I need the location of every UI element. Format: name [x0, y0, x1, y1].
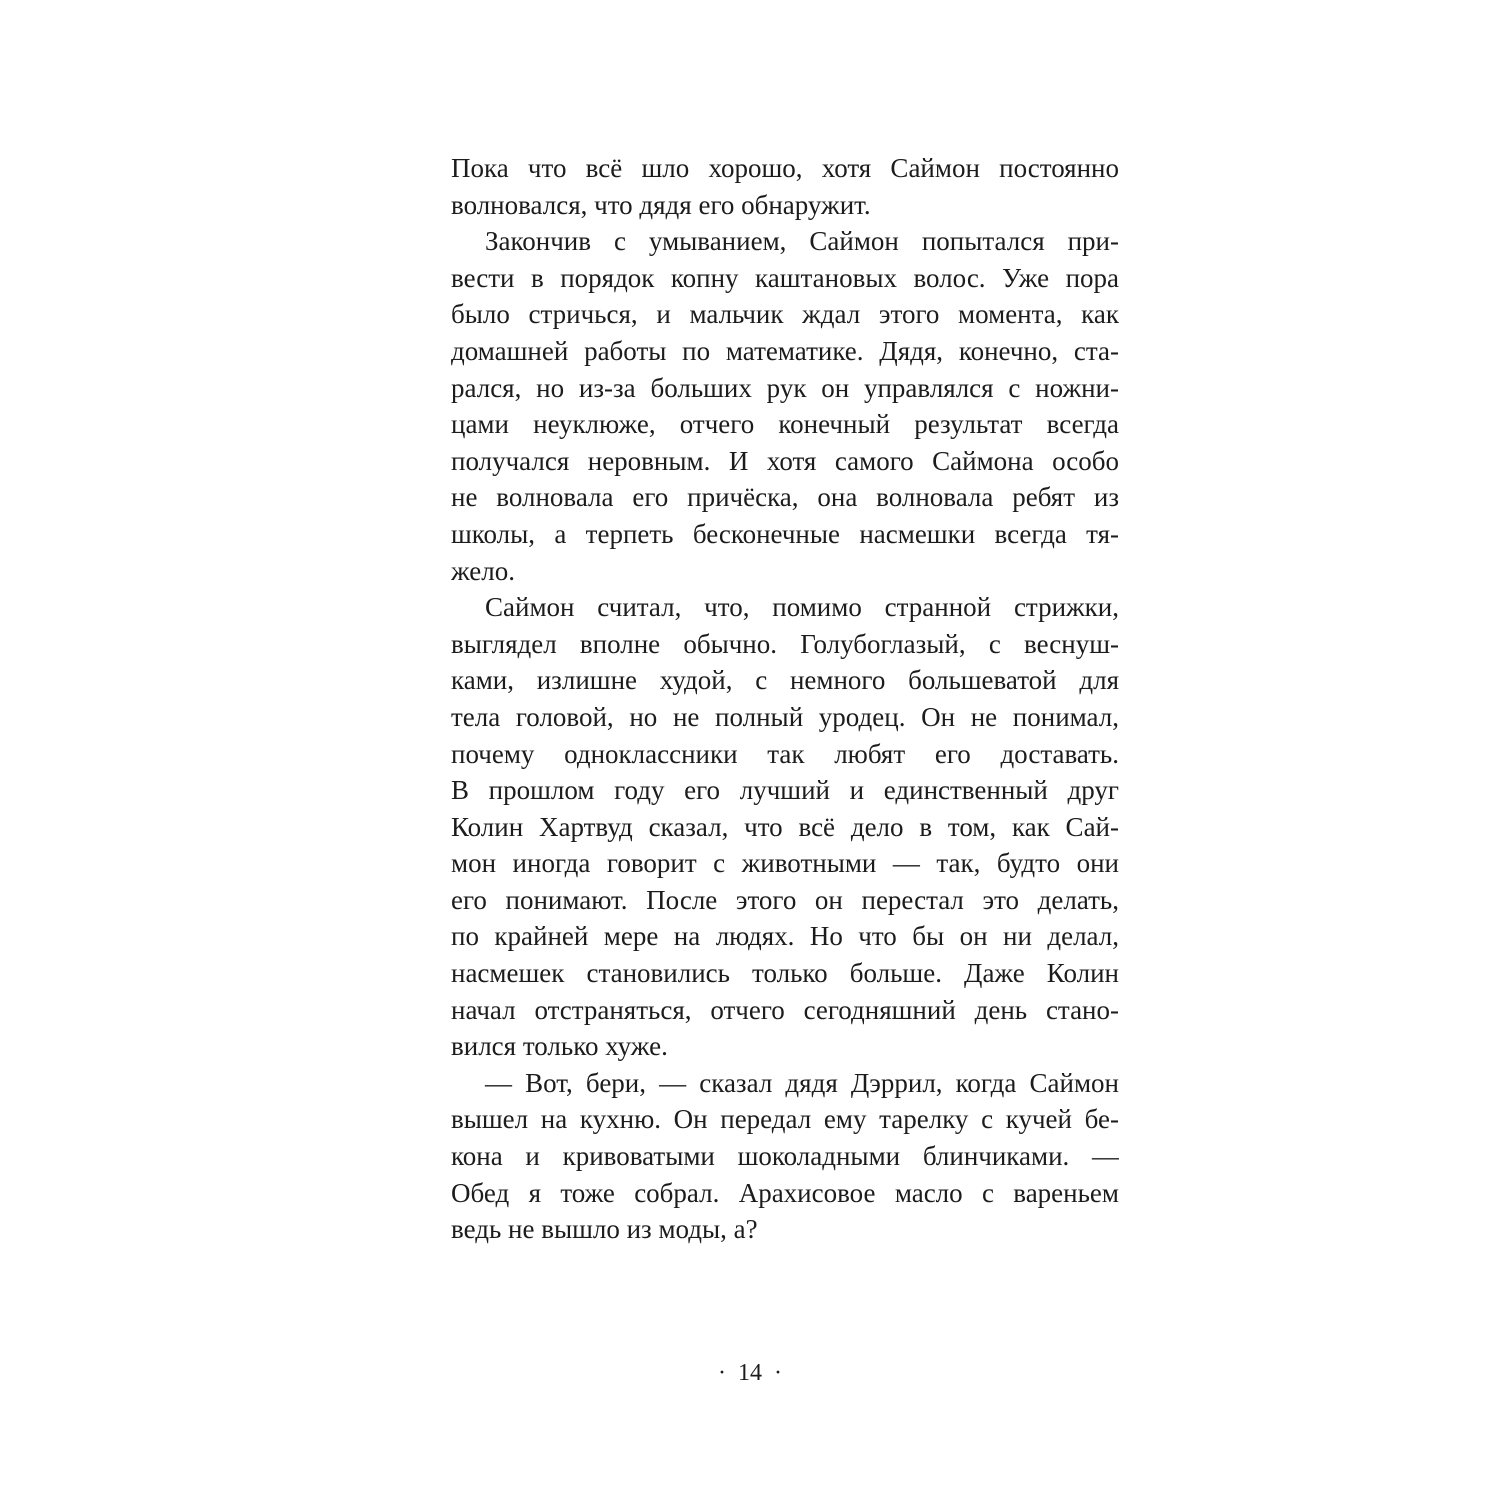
text-line: волновался, что дядя его обнаружит. [451, 189, 871, 220]
text-line: Саймон считал, что, помимо странной стрижки, [485, 592, 1119, 623]
text-line: тела головой, но не полный уродец. Он не понимал, [451, 701, 1119, 732]
text-line: почему одноклассники так любят его доставать. [451, 738, 1119, 769]
text-line: было стричься, и мальчик ждал этого момента, как [451, 299, 1119, 330]
text-line: Колин Хартвуд сказал, что всё дело в том, как Сай- [451, 811, 1119, 842]
text-line: — Вот, бери, — сказал дядя Дэррил, когда Саймон [485, 1067, 1119, 1098]
page-number: · 14 · [718, 1360, 782, 1386]
text-line: рался, но из-за больших рук он управлялся с ножни- [451, 372, 1119, 403]
text-line: вышел на кухню. Он передал ему тарелку с кучей бе- [451, 1104, 1119, 1135]
body-text [451, 150, 1119, 1248]
text-line: Закончив с умыванием, Саймон попытался при- [485, 226, 1119, 257]
text-line: его понимают. После этого он перестал это делать, [451, 884, 1119, 915]
text-line: школы, а терпеть бесконечные насмешки всегда тя- [451, 518, 1119, 549]
text-line: Пока что всё шло хорошо, хотя Саймон постоянно [451, 153, 1119, 183]
text-line: вести в порядок копну каштановых волос. Уже пора [451, 262, 1119, 293]
text-line: получался неровным. И хотя самого Саймона особо [451, 445, 1119, 476]
text-line: мон иногда говорит с животными — так, будто они [451, 848, 1119, 879]
text-line: начал отстраняться, отчего сегодняшний день стано- [451, 994, 1119, 1025]
text-line: домашней работы по математике. Дядя, конечно, ста- [451, 335, 1119, 366]
text-line: не волновала его причёска, она волновала ребят из [451, 482, 1119, 513]
text-line: цами неуклюже, отчего конечный результат всегда [451, 409, 1119, 440]
text-line: по крайней мере на людях. Но что бы он ни делал, [451, 921, 1119, 952]
text-line: насмешек становились только больше. Даже Колин [451, 958, 1119, 989]
text-line: вился только хуже. [451, 1031, 668, 1062]
text-line: ведь не вышло из моды, а? [451, 1214, 758, 1245]
text-line: кона и кривоватыми шоколадными блинчиками. — [451, 1141, 1119, 1172]
text-line: ками, излишне худой, с немного большеватой для [451, 665, 1119, 696]
text-line: Обед я тоже собрал. Арахисовое масло с вареньем [451, 1177, 1119, 1208]
text-line: выглядел вполне обычно. Голубоглазый, с веснуш- [451, 628, 1119, 659]
text-line: В прошлом году его лучший и единственный друг [451, 775, 1119, 806]
text-line: жело. [451, 555, 516, 586]
